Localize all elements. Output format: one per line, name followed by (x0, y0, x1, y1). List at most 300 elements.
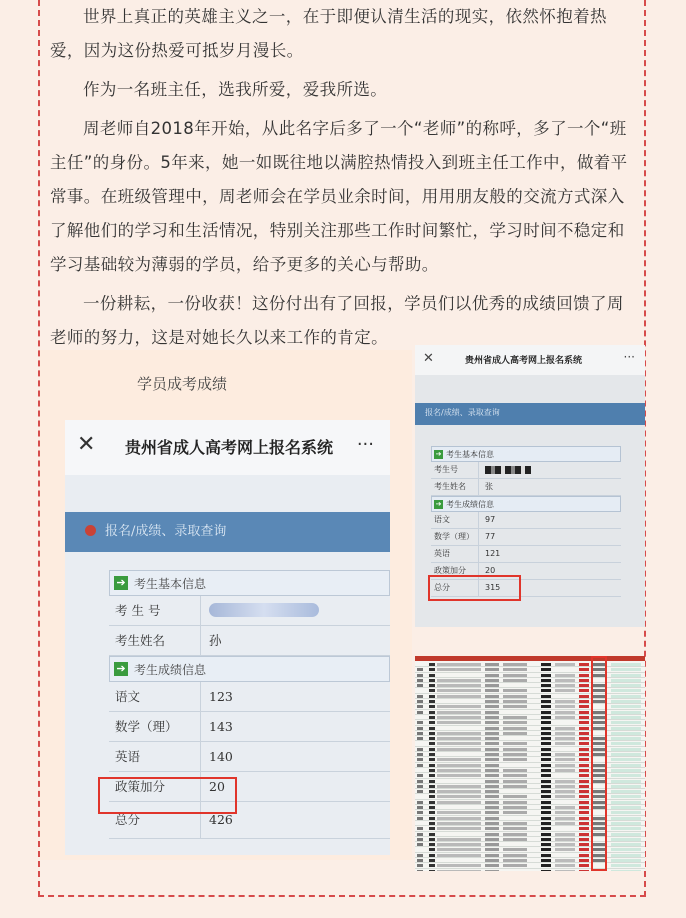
sheet-cell (579, 848, 589, 851)
score-spreadsheet-photo (415, 656, 645, 871)
sheet-cell (429, 674, 435, 677)
sheet-cell (437, 822, 481, 825)
sheet-cell (579, 753, 589, 756)
sheet-cell (555, 838, 575, 841)
sheet-cell (437, 721, 481, 724)
sheet-cell (417, 732, 423, 735)
sheet-cell (485, 864, 499, 867)
sheet-cell (555, 864, 575, 867)
sheet-header-bar (415, 656, 645, 661)
sheet-cell (541, 711, 551, 714)
sheet-cell (437, 716, 481, 719)
sheet-cell (417, 679, 423, 682)
sheet-cell (503, 689, 527, 692)
sheet-cell (429, 785, 435, 788)
sheet-cell (485, 758, 499, 761)
sheet-cell (579, 806, 589, 809)
sheet-cell (555, 753, 575, 756)
sheet-cell (611, 838, 641, 841)
sheet-cell (611, 870, 641, 871)
sheet-cell (541, 674, 551, 677)
sheet-cell (429, 870, 435, 871)
paragraph-4: 一份耕耘，一份收获！这份付出有了回报，学员们以优秀的成绩回馈了周老师的努力，这是对她长久以来工作的肯定。 (50, 294, 624, 347)
sheet-cell (611, 732, 641, 735)
sheet-cell (503, 742, 527, 745)
sheet-cell (485, 695, 499, 698)
sheet-cell (541, 732, 551, 735)
row-key: 考生号 (431, 462, 479, 478)
sheet-cell (429, 668, 435, 671)
sheet-cell (541, 727, 551, 730)
sheet-cell (579, 695, 589, 698)
sheet-cell (417, 870, 423, 871)
sheet-cell (579, 727, 589, 730)
sheet-cell (417, 774, 423, 777)
sheet-cell (579, 716, 589, 719)
sheet-cell (437, 870, 481, 871)
arrow-icon: ➔ (435, 499, 442, 508)
sheet-cell (429, 737, 435, 740)
sheet-cell (429, 806, 435, 809)
sheet-cell (417, 700, 423, 703)
nav-band-label[interactable]: 报名/成绩、录取查询 (425, 408, 500, 417)
sheet-cell (485, 790, 499, 793)
sheet-cell (579, 674, 589, 677)
highlight-box (428, 575, 521, 601)
more-icon[interactable]: ··· (356, 434, 374, 455)
sheet-cell (485, 806, 499, 809)
sheet-cell (437, 668, 481, 671)
close-icon[interactable]: ✕ (423, 351, 434, 366)
sheet-cell (417, 859, 423, 862)
arrow-icon: ➔ (114, 576, 128, 590)
sheet-cell (611, 811, 641, 814)
sheet-cell (437, 769, 481, 772)
sheet-cell (579, 732, 589, 735)
sheet-cell (611, 695, 641, 698)
sheet-cell (611, 822, 641, 825)
sheet-cell (417, 674, 423, 677)
close-icon[interactable]: ✕ (77, 432, 96, 457)
sheet-cell (611, 679, 641, 682)
sheet-cell (611, 705, 641, 708)
sheet-cell (429, 817, 435, 820)
sheet-cell (555, 833, 575, 836)
nav-band (65, 512, 390, 552)
sheet-cell (555, 806, 575, 809)
sheet-cell (437, 795, 481, 798)
sheet-cell (429, 843, 435, 846)
app-header (65, 420, 390, 475)
sheet-cell (417, 727, 423, 730)
table-row (109, 682, 390, 712)
sheet-cell (541, 737, 551, 740)
section-header (109, 570, 390, 596)
sheet-cell (555, 785, 575, 788)
sheet-cell (429, 764, 435, 767)
more-icon[interactable]: ··· (623, 350, 635, 364)
row-key: 数学（理） (431, 529, 479, 545)
sheet-cell (611, 727, 641, 730)
sheet-cell (611, 753, 641, 756)
sheet-cell (417, 748, 423, 751)
sheet-cell (503, 822, 527, 825)
sheet-cell (437, 711, 481, 714)
sheet-cell (437, 689, 481, 692)
sheet-cell (555, 795, 575, 798)
row-key: 总分 (431, 580, 479, 596)
sheet-cell (555, 711, 575, 714)
sheet-cell (503, 753, 527, 756)
sheet-cell (579, 870, 589, 871)
sheet-cell (429, 838, 435, 841)
sheet-cell (541, 689, 551, 692)
sheet-cell (541, 764, 551, 767)
sheet-cell (579, 790, 589, 793)
sheet-cell (579, 769, 589, 772)
sheet-cell (429, 700, 435, 703)
row-key: 总分 (109, 802, 201, 838)
sheet-cell (437, 748, 481, 751)
sheet-cell (417, 758, 423, 761)
sheet-cell (437, 695, 481, 698)
sheet-cell (611, 780, 641, 783)
sheet-cell (503, 795, 527, 798)
sheet-cell (429, 716, 435, 719)
sheet-cell (541, 801, 551, 804)
sheet-cell (417, 790, 423, 793)
row-value: 426 (209, 812, 233, 827)
sheet-cell (555, 732, 575, 735)
redacted-id (485, 466, 531, 474)
row-key: 英语 (109, 742, 201, 771)
sheet-cell (429, 689, 435, 692)
sheet-cell (417, 721, 423, 724)
sheet-cell (611, 833, 641, 836)
sheet-cell (579, 811, 589, 814)
sheet-cell (555, 737, 575, 740)
sheet-cell (555, 822, 575, 825)
sheet-row (415, 869, 645, 871)
row-value: 123 (209, 689, 233, 704)
table-row (109, 596, 390, 626)
row-key: 数学（理） (109, 712, 201, 741)
sheet-cell (417, 827, 423, 830)
sheet-cell (417, 668, 423, 671)
sheet-cell (541, 695, 551, 698)
sheet-cell (429, 748, 435, 751)
sheet-cell (503, 695, 527, 698)
sheet-cell (579, 838, 589, 841)
sheet-cell (611, 817, 641, 820)
sheet-cell (611, 668, 641, 671)
sheet-cell (541, 663, 551, 666)
sheet-cell (555, 663, 575, 666)
table-row (431, 462, 621, 479)
sheet-cell (485, 737, 499, 740)
sheet-cell (541, 848, 551, 851)
section-title: 考生基本信息 (134, 576, 207, 591)
sheet-cell (485, 663, 499, 666)
sheet-cell (541, 705, 551, 708)
sheet-cell (417, 843, 423, 846)
sheet-cell (611, 859, 641, 862)
sheet-cell (611, 711, 641, 714)
table-row (431, 546, 621, 563)
sheet-cell (417, 780, 423, 783)
sheet-cell (579, 748, 589, 751)
sheet-cell (503, 780, 527, 783)
sheet-cell (429, 822, 435, 825)
sheet-cell (429, 758, 435, 761)
sheet-cell (417, 753, 423, 756)
sheet-cell (417, 806, 423, 809)
sheet-cell (485, 848, 499, 851)
row-value: 孙 (209, 633, 222, 648)
section-header (431, 496, 621, 512)
sheet-cell (503, 700, 527, 703)
sheet-cell (485, 716, 499, 719)
sheet-cell (503, 811, 527, 814)
sheet-cell (541, 817, 551, 820)
sheet-cell (429, 848, 435, 851)
sheet-cell (541, 774, 551, 777)
sheet-cell (555, 764, 575, 767)
sheet-cell (555, 674, 575, 677)
sheet-cell (429, 753, 435, 756)
table-row (109, 626, 390, 656)
sheet-cell (485, 833, 499, 836)
sheet-cell (611, 764, 641, 767)
sheet-cell (485, 817, 499, 820)
sheet-rows (415, 662, 645, 871)
sheet-cell (579, 705, 589, 708)
article-body (50, 0, 635, 355)
row-value: 97 (485, 515, 496, 524)
sheet-cell (437, 817, 481, 820)
sheet-cell (555, 689, 575, 692)
sheet-cell (541, 790, 551, 793)
sheet-cell (429, 864, 435, 867)
sheet-cell (503, 668, 527, 671)
sheet-cell (611, 795, 641, 798)
sheet-cell (485, 711, 499, 714)
sheet-cell (485, 811, 499, 814)
table-row (431, 479, 621, 496)
sheet-cell (503, 705, 527, 708)
sheet-cell (579, 854, 589, 857)
section-title: 考生成绩信息 (446, 499, 494, 509)
sheet-cell (429, 769, 435, 772)
sheet-cell (429, 827, 435, 830)
sheet-cell (555, 705, 575, 708)
sheet-cell (503, 854, 527, 857)
table-row (431, 529, 621, 546)
sheet-cell (611, 854, 641, 857)
sheet-cell (541, 668, 551, 671)
sheet-cell (429, 711, 435, 714)
sheet-cell (611, 790, 641, 793)
sheet-cell (579, 737, 589, 740)
sheet-cell (417, 705, 423, 708)
nav-band (415, 403, 645, 425)
sheet-cell (579, 721, 589, 724)
sheet-cell (485, 780, 499, 783)
row-key: 语文 (109, 682, 201, 711)
sheet-cell (555, 716, 575, 719)
sheet-cell (417, 695, 423, 698)
sheet-cell (555, 843, 575, 846)
row-key: 政策加分 (431, 563, 479, 579)
sheet-cell (611, 721, 641, 724)
sheet-cell (437, 827, 481, 830)
row-key: 英语 (431, 546, 479, 562)
sheet-cell (437, 758, 481, 761)
sheet-cell (555, 780, 575, 783)
sheet-cell (579, 859, 589, 862)
sheet-cell (503, 864, 527, 867)
row-value: 315 (485, 583, 501, 592)
app-header (415, 345, 645, 375)
row-value: 20 (209, 779, 225, 794)
sheet-cell (611, 864, 641, 867)
sheet-cell (579, 843, 589, 846)
sheet-cell (485, 859, 499, 862)
sheet-cell (485, 689, 499, 692)
sheet-cell (555, 758, 575, 761)
sheet-cell (417, 854, 423, 857)
sheet-cell (429, 854, 435, 857)
sheet-cell (611, 827, 641, 830)
sheet-cell (555, 727, 575, 730)
paragraph-3: 周老师自2018年开始，从此名字后多了一个“老师”的称呼，多了一个“班主任”的身份。5年来，她一如既往地以满腔热情投入到班主任工作中，做着平常事。在班级管理中，周老师会在学员业余时间，用用朋友般的交流方式深入了解他们的学习和生活情况，特别关注那些工作时间繁忙，学习时间不稳定和学习基础较为薄弱的学员，给予更多的关心与帮助。 (50, 119, 628, 274)
sheet-cell (579, 785, 589, 788)
sheet-cell (541, 843, 551, 846)
sheet-cell (555, 848, 575, 851)
table-row (109, 712, 390, 742)
redacted-id (209, 603, 319, 617)
sheet-cell (611, 806, 641, 809)
sheet-cell (611, 785, 641, 788)
sheet-cell (417, 737, 423, 740)
sheet-cell (555, 817, 575, 820)
home-icon (85, 525, 96, 536)
sheet-cell (541, 838, 551, 841)
row-value: 77 (485, 532, 496, 541)
row-key: 考生姓名 (431, 479, 479, 495)
nav-band-label[interactable]: 报名/成绩、录取查询 (105, 524, 227, 539)
sheet-cell (579, 663, 589, 666)
sheet-cell (541, 758, 551, 761)
row-key: 政策加分 (109, 772, 201, 801)
sheet-cell (485, 795, 499, 798)
sheet-cell (541, 864, 551, 867)
sheet-cell (437, 679, 481, 682)
sheet-cell (579, 679, 589, 682)
highlight-box (591, 656, 607, 871)
sheet-cell (541, 870, 551, 871)
sheet-cell (579, 758, 589, 761)
sheet-cell (429, 679, 435, 682)
sheet-cell (541, 684, 551, 687)
sheet-cell (541, 748, 551, 751)
sheet-cell (437, 732, 481, 735)
sheet-cell (485, 764, 499, 767)
section-title: 考生成绩信息 (134, 662, 207, 677)
sheet-cell (555, 870, 575, 871)
sheet-cell (555, 742, 575, 745)
sheet-cell (579, 827, 589, 830)
sheet-cell (429, 811, 435, 814)
sheet-cell (437, 737, 481, 740)
sheet-cell (611, 801, 641, 804)
sheet-cell (429, 790, 435, 793)
sheet-cell (579, 742, 589, 745)
sheet-cell (541, 700, 551, 703)
sheet-cell (417, 833, 423, 836)
sheet-cell (503, 769, 527, 772)
sheet-cell (485, 668, 499, 671)
sheet-cell (541, 806, 551, 809)
section-title: 考生基本信息 (446, 449, 494, 459)
sheet-cell (503, 833, 527, 836)
sheet-cell (541, 854, 551, 857)
sheet-cell (503, 674, 527, 677)
sheet-cell (611, 737, 641, 740)
sheet-cell (417, 785, 423, 788)
sheet-cell (485, 732, 499, 735)
sheet-cell (611, 758, 641, 761)
sheet-cell (579, 822, 589, 825)
sheet-cell (503, 727, 527, 730)
highlight-box (98, 777, 237, 814)
sheet-cell (611, 663, 641, 666)
sheet-cell (485, 769, 499, 772)
row-value (201, 596, 319, 625)
paragraph-2: 作为一名班主任，选我所爱，爱我所选。 (83, 80, 388, 99)
sheet-cell (417, 684, 423, 687)
sheet-cell (555, 811, 575, 814)
sheet-cell (555, 859, 575, 862)
sheet-cell (541, 753, 551, 756)
sheet-cell (555, 790, 575, 793)
sheet-cell (429, 801, 435, 804)
sheet-cell (429, 774, 435, 777)
table-row (109, 742, 390, 772)
sheet-cell (503, 806, 527, 809)
sheet-cell (541, 721, 551, 724)
sheet-cell (429, 705, 435, 708)
sheet-cell (579, 711, 589, 714)
sheet-cell (541, 827, 551, 830)
sheet-cell (485, 774, 499, 777)
sheet-cell (437, 742, 481, 745)
sheet-cell (429, 721, 435, 724)
sheet-cell (417, 811, 423, 814)
sheet-cell (579, 689, 589, 692)
sheet-cell (417, 817, 423, 820)
sheet-cell (611, 716, 641, 719)
arrow-icon: ➔ (114, 662, 128, 676)
sheet-cell (503, 838, 527, 841)
sheet-cell (485, 801, 499, 804)
table-row (431, 512, 621, 529)
sheet-cell (437, 705, 481, 708)
arrow-icon: ➔ (435, 449, 442, 458)
sheet-cell (429, 727, 435, 730)
sheet-cell (417, 801, 423, 804)
sheet-cell (429, 859, 435, 862)
